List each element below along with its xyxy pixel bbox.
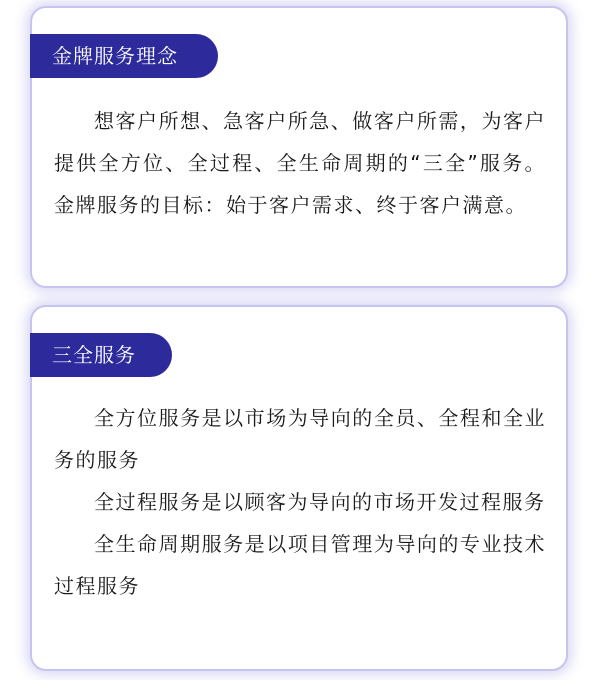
whole-process-service-paragraph: 全过程服务是以顾客为导向的市场开发过程服务 — [94, 490, 546, 514]
three-full-service-body — [54, 397, 546, 607]
three-full-service-card — [30, 305, 568, 671]
all-round-service-paragraph: 全方位服务是以市场为导向的全员、全程和全业务的服务 — [54, 406, 546, 472]
full-lifecycle-service-paragraph: 全生命周期服务是以项目管理为导向的专业技术过程服务 — [54, 532, 546, 598]
service-concept-card — [30, 6, 568, 288]
service-concept-body — [54, 100, 546, 226]
three-full-service-title: 三全服务 — [30, 333, 172, 377]
service-concept-paragraph: 想客户所想、急客户所急、做客户所需，为客户提供全方位、全过程、全生命周期的“三全”服务。金牌服务的目标：始于客户需求、终于客户满意。 — [54, 109, 546, 217]
service-concept-title: 金牌服务理念 — [30, 34, 218, 78]
